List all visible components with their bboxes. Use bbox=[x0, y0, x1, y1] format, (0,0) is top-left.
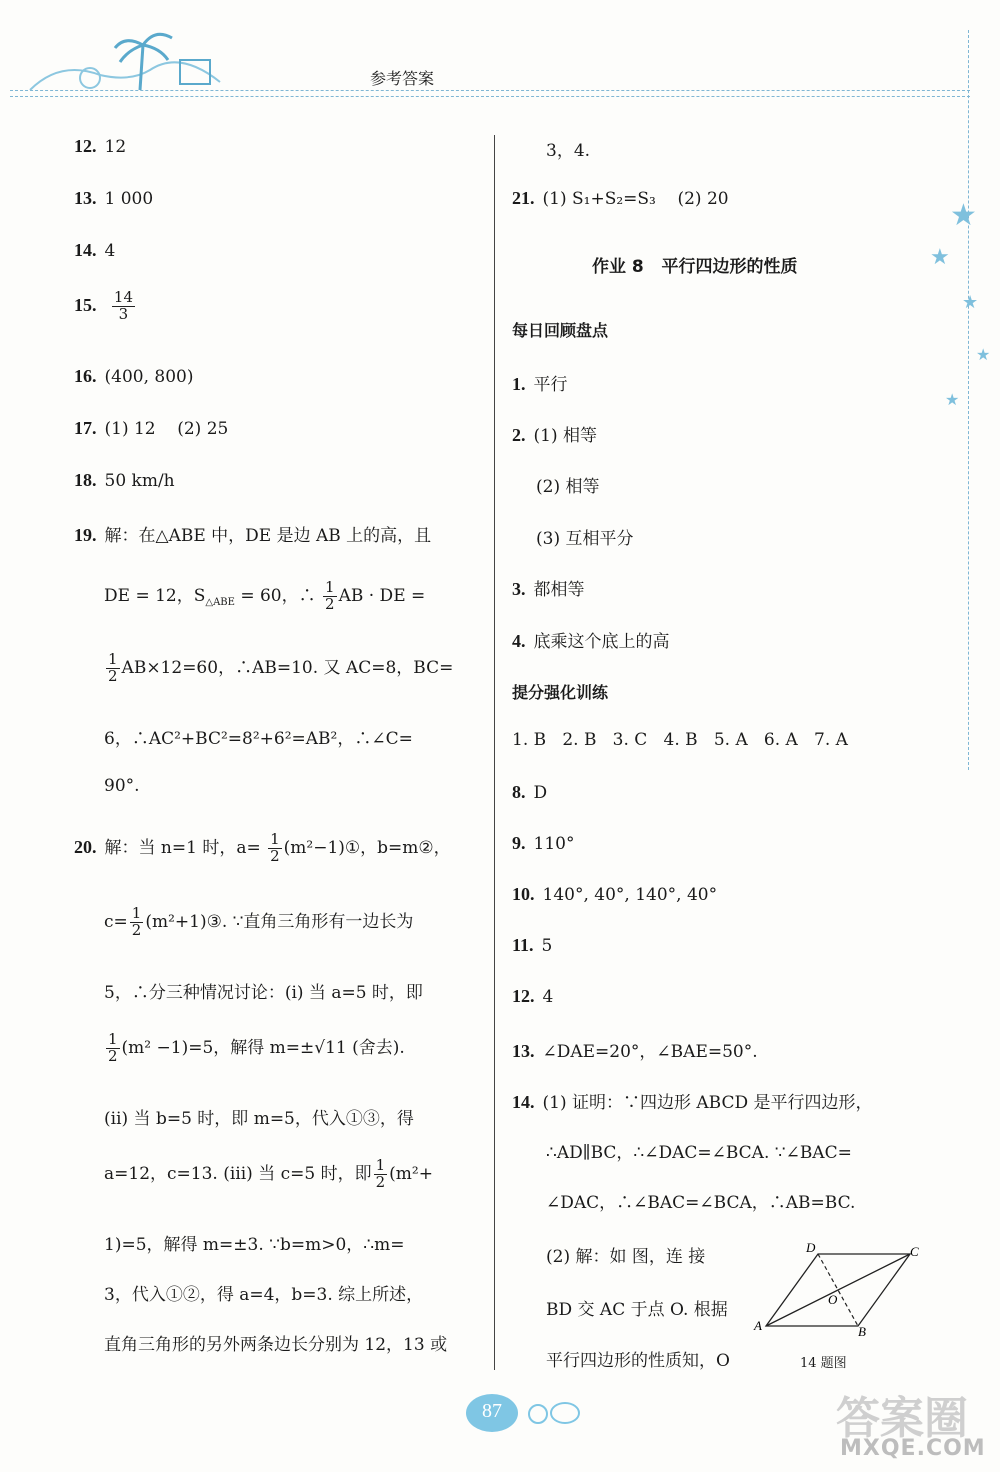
vertex-label-c: C bbox=[910, 1244, 919, 1259]
review-2c: (3) 互相平分 bbox=[536, 529, 634, 549]
answer-20-continued: 3，4. bbox=[546, 141, 591, 161]
training-14: 14. (1) 证明：∵四边形 ABCD 是平行四边形， bbox=[512, 1092, 873, 1113]
review-1: 1. 平行 bbox=[512, 374, 568, 395]
training-12: 12. 4 bbox=[512, 986, 554, 1007]
figure-caption: 14 题图 bbox=[800, 1356, 847, 1371]
answer-20-line: $\frac{1}{2}$ (m² −1)=5，解得 m=±√11 (舍去). bbox=[108, 1030, 405, 1065]
multiple-choice-answers: 1. B 2. B 3. C 4. B 5. A 6. A 7. A bbox=[512, 730, 848, 750]
review-2: 2. (1) 相等 bbox=[512, 425, 597, 446]
star-icon: ★ bbox=[976, 345, 991, 364]
answer-20-line: a=12，c=13. (ⅲ) 当 c=5 时，即 $\frac{1}{2}$ (m²+ bbox=[104, 1156, 433, 1191]
circle-icon bbox=[528, 1404, 548, 1424]
fraction: $\frac{14}{3}$ bbox=[113, 288, 133, 323]
answer-19: 19. 解：在△ABE 中，DE 是边 AB 上的高，且 bbox=[74, 525, 432, 546]
answer-18: 18. 50 km/h bbox=[74, 470, 175, 491]
answer-20-line: 直角三角形的另外两条边长分别为 12，13 或 bbox=[104, 1335, 448, 1355]
page-number: 87 bbox=[482, 1400, 502, 1422]
star-icon: ★ bbox=[945, 390, 960, 409]
training-10: 10. 140°, 40°, 140°, 40° bbox=[512, 884, 718, 905]
answer-16: 16. (400, 800) bbox=[74, 366, 194, 387]
circle-icon bbox=[550, 1402, 580, 1424]
answer-20-line: 5，∴分三种情况讨论：(ⅰ) 当 a=5 时，即 bbox=[104, 983, 423, 1003]
answer-20-line: c= $\frac{1}{2}$ (m²+1)③. ∵直角三角形有一边长为 bbox=[104, 904, 414, 939]
answer-21: 21. (1) S₁+S₂=S₃ (2) 20 bbox=[512, 188, 729, 209]
vertex-label-o: O bbox=[828, 1292, 838, 1307]
vertex-label-b: B bbox=[858, 1324, 866, 1338]
header-decoration bbox=[20, 20, 260, 100]
answer-13: 13. 1 000 bbox=[74, 188, 154, 209]
header-rule bbox=[10, 90, 970, 91]
training-14-line: (2) 解：如 图，连 接 bbox=[546, 1247, 706, 1267]
column-divider bbox=[494, 135, 495, 1370]
training-8: 8. D bbox=[512, 782, 548, 803]
training-14-line: ∠DAC，∴∠BAC=∠BCA，∴AB=BC. bbox=[546, 1193, 856, 1213]
subsection-daily-review: 每日回顾盘点 bbox=[512, 321, 609, 340]
answer-15: 15. $\frac{14}{3}$ bbox=[74, 288, 133, 323]
answer-20-line: 3，代入①②，得 a=4，b=3. 综上所述， bbox=[104, 1285, 424, 1305]
watermark-logo: 答案圈 bbox=[836, 1393, 968, 1444]
answer-17: 17. (1) 12 (2) 25 bbox=[74, 418, 229, 439]
training-14-line: ∴AD∥BC，∴∠DAC=∠BCA. ∵∠BAC= bbox=[546, 1143, 852, 1163]
answer-14: 14. 4 bbox=[74, 240, 116, 261]
star-icon: ★ bbox=[930, 245, 950, 270]
review-4: 4. 底乘这个底上的高 bbox=[512, 631, 670, 652]
training-9: 9. 110° bbox=[512, 833, 575, 854]
star-icon: ★ bbox=[950, 198, 977, 233]
answer-20-line: (ⅱ) 当 b=5 时，即 m=5，代入①③，得 bbox=[104, 1109, 414, 1129]
star-icon: ★ bbox=[962, 292, 979, 313]
parallelogram-figure bbox=[752, 1238, 932, 1338]
training-14-line: 平行四边形的性质知，O bbox=[546, 1351, 730, 1371]
subsection-training: 提分强化训练 bbox=[512, 683, 609, 702]
answer-19-line: 6，∴AC²+BC²=8²+6²=AB²，∴∠C= bbox=[104, 729, 413, 749]
answer-19-line: DE = 12，$S_{\triangle ABE} = 60$，∴ $\frac{1}{2}$ AB · DE = bbox=[104, 578, 426, 613]
answer-20: 20. 解：当 n=1 时，a= $\frac{1}{2}$ (m²−1)①，b=m②， bbox=[74, 830, 451, 865]
watermark-url: MXQE.COM bbox=[840, 1436, 986, 1461]
answer-12: 12. 12 bbox=[74, 136, 127, 157]
answer-19-line: 90°. bbox=[104, 776, 140, 796]
vertex-label-d: D bbox=[806, 1240, 816, 1255]
answer-19-line: $\frac{1}{2}$ AB×12=60，∴AB=10. 又 AC=8，BC= bbox=[108, 650, 454, 685]
page-title: 参考答案 bbox=[370, 69, 435, 88]
training-14-line: BD 交 AC 于点 O. 根据 bbox=[546, 1300, 728, 1320]
review-3: 3. 都相等 bbox=[512, 579, 585, 600]
section-title: 作业 8 平行四边形的性质 bbox=[592, 257, 798, 277]
margin-rule bbox=[968, 30, 969, 770]
training-13: 13. ∠DAE=20°，∠BAE=50°. bbox=[512, 1041, 758, 1062]
answer-20-line: 1)=5，解得 m=±3. ∵b=m>0，∴m= bbox=[104, 1235, 405, 1255]
vertex-label-a: A bbox=[754, 1318, 762, 1333]
header-rule-2 bbox=[10, 96, 970, 97]
review-2b: (2) 相等 bbox=[536, 477, 600, 497]
training-11: 11. 5 bbox=[512, 935, 553, 956]
